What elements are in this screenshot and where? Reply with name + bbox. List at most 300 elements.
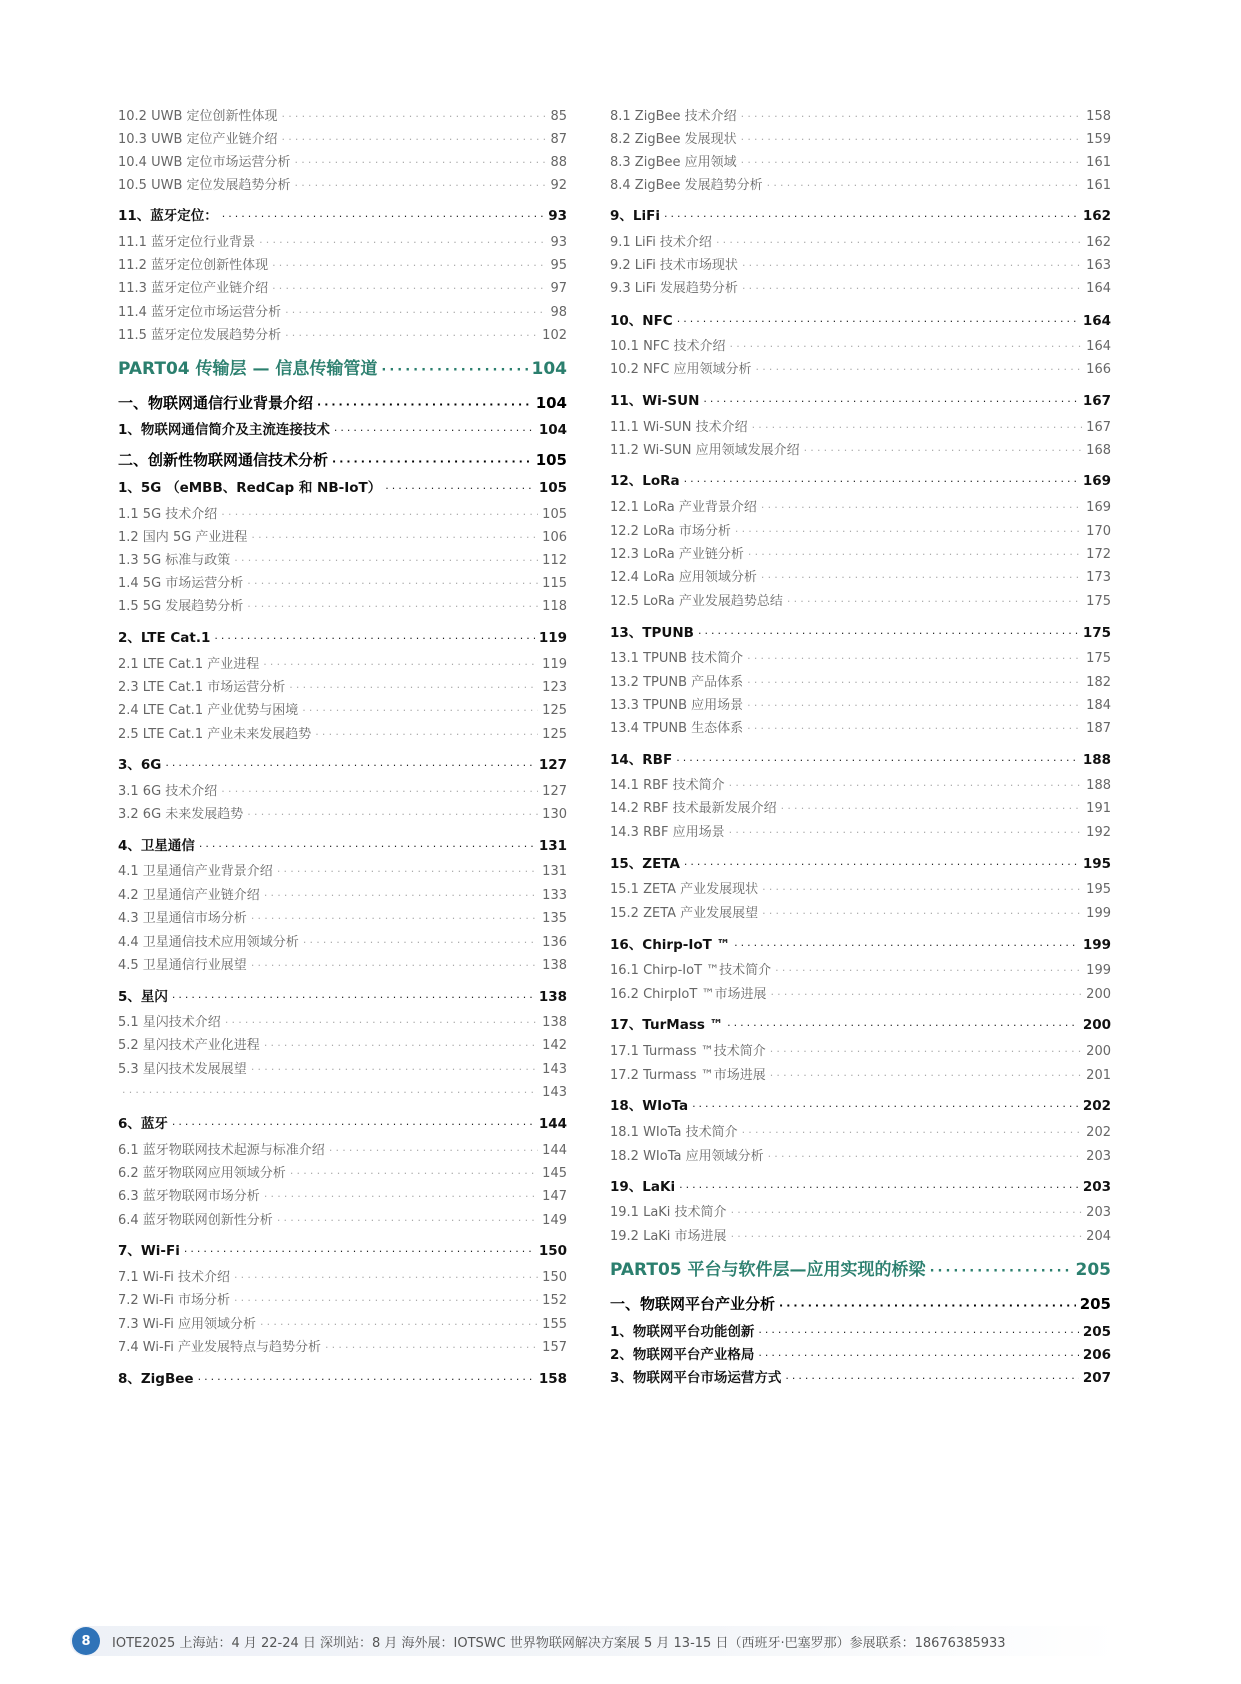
toc-page-number: 206	[1082, 1347, 1111, 1363]
dot-leader	[729, 823, 1083, 843]
toc-page-number: 203	[1082, 1179, 1111, 1195]
toc-entry	[118, 233, 567, 253]
dot-leader	[804, 441, 1083, 461]
dot-leader	[264, 1187, 538, 1207]
toc-page-number: 172	[1086, 547, 1111, 562]
toc-page-number: 166	[1086, 362, 1111, 377]
toc-entry	[610, 673, 1111, 693]
toc-entry-title: 10.2 UWB 定位创新性体现	[118, 109, 278, 124]
dot-leader	[282, 107, 547, 127]
toc-entry-title: 11.2 Wi-SUN 应用领域发展介绍	[610, 443, 800, 458]
page-number-badge: 8	[72, 1627, 100, 1655]
toc-entry	[610, 233, 1111, 253]
toc-entry-title: 11.4 蓝牙定位市场运营分析	[118, 305, 282, 320]
dot-leader	[334, 421, 535, 441]
toc-entry	[118, 933, 567, 953]
toc-entry	[610, 776, 1111, 796]
dot-leader	[716, 233, 1082, 253]
toc-entry-title: 2.1 LTE Cat.1 产业进程	[118, 657, 260, 672]
toc-page-number: 155	[542, 1317, 567, 1332]
toc-entry	[118, 393, 567, 413]
dot-leader	[703, 392, 1078, 412]
toc-entry-title: 18.2 WIoTa 应用领域分析	[610, 1149, 764, 1164]
toc-page-number: 195	[1082, 856, 1111, 872]
toc-page-number: 157	[542, 1340, 567, 1355]
toc-entry-title: 13、TPUNB	[610, 625, 694, 641]
toc-entry-title: 8、ZigBee	[118, 1371, 194, 1387]
dot-leader	[332, 452, 532, 472]
toc-entry-title: 17、TurMass ™	[610, 1017, 724, 1033]
dot-leader	[325, 1338, 538, 1358]
toc-entry-title: 8.3 ZigBee 应用领域	[610, 155, 737, 170]
toc-page-number: 135	[542, 911, 567, 926]
toc-entry	[118, 1338, 567, 1358]
dot-leader	[234, 551, 538, 571]
dot-leader	[247, 574, 538, 594]
toc-page-number: 115	[542, 576, 567, 591]
dot-leader	[742, 279, 1082, 299]
toc-entry	[610, 418, 1111, 438]
toc-entry	[118, 1083, 567, 1103]
toc-entry	[118, 1013, 567, 1033]
dot-leader	[329, 1141, 538, 1161]
toc-page-number: 143	[542, 1085, 567, 1100]
toc-entry	[610, 719, 1111, 739]
toc-page-number: 199	[1086, 963, 1111, 978]
toc-page-number: 118	[542, 599, 567, 614]
toc-entry	[118, 909, 567, 929]
toc-entry-title: 2.3 LTE Cat.1 市场运营分析	[118, 680, 286, 695]
dot-leader	[381, 359, 527, 383]
toc-page-number: 163	[1086, 258, 1111, 273]
toc-entry-title: 2、物联网平台产业格局	[610, 1347, 755, 1363]
toc-entry	[610, 1294, 1111, 1314]
toc-page-number: 147	[542, 1189, 567, 1204]
toc-entry-title: 4、卫星通信	[118, 838, 195, 854]
dot-leader	[251, 1060, 538, 1080]
toc-entry-title: 5.1 星闪技术介绍	[118, 1015, 221, 1030]
toc-entry-title: 3.2 6G 未来发展趋势	[118, 807, 244, 822]
toc-entry	[118, 153, 567, 173]
toc-entry-title: 15、ZETA	[610, 856, 680, 872]
toc-entry	[610, 153, 1111, 173]
toc-page-number: 159	[1086, 132, 1111, 147]
toc-entry	[610, 522, 1111, 542]
dot-leader	[222, 207, 544, 227]
toc-page-number: 130	[542, 807, 567, 822]
dot-leader	[742, 1123, 1083, 1143]
toc-entry	[118, 478, 567, 498]
toc-entry-title: 13.3 TPUNB 应用场景	[610, 698, 744, 713]
dot-leader	[752, 418, 1083, 438]
toc-entry	[610, 176, 1111, 196]
toc-page-number: 127	[538, 757, 567, 773]
toc-entry	[610, 904, 1111, 924]
toc-page-number: 199	[1086, 906, 1111, 921]
toc-entry-title: 11.1 蓝牙定位行业背景	[118, 235, 256, 250]
toc-page-number: 85	[550, 109, 567, 124]
toc-entry	[118, 628, 567, 648]
dot-leader	[770, 985, 1082, 1005]
dot-leader	[225, 1013, 538, 1033]
toc-entry	[610, 880, 1111, 900]
toc-entry-title: 15.2 ZETA 产业发展展望	[610, 906, 759, 921]
dot-leader	[199, 837, 535, 857]
toc-entry	[118, 1114, 567, 1134]
toc-entry-title: 7.3 Wi-Fi 应用领域分析	[118, 1317, 256, 1332]
toc-page-number: 87	[550, 132, 567, 147]
toc-page-number: 98	[550, 305, 567, 320]
toc-part-heading	[610, 1258, 1111, 1282]
dot-leader	[282, 130, 547, 150]
toc-entry	[118, 862, 567, 882]
toc-entry	[610, 498, 1111, 518]
dot-leader	[251, 909, 538, 929]
dot-leader	[762, 904, 1082, 924]
toc-page-number: 123	[542, 680, 567, 695]
dot-leader	[272, 279, 546, 299]
toc-entry	[118, 176, 567, 196]
toc-page-number: 202	[1086, 1125, 1111, 1140]
dot-leader	[184, 1242, 535, 1262]
toc-entry	[610, 1345, 1111, 1365]
dot-leader	[735, 522, 1082, 542]
toc-entry-title: 19、LaKi	[610, 1179, 676, 1195]
toc-entry	[118, 551, 567, 571]
toc-page-number: 202	[1082, 1098, 1111, 1114]
dot-leader	[730, 337, 1083, 357]
toc-page-number: 204	[1086, 1229, 1111, 1244]
toc-entry	[118, 1369, 567, 1389]
toc-entry-title: 1.4 5G 市场运营分析	[118, 576, 244, 591]
toc-page-number: 152	[542, 1293, 567, 1308]
toc-page-number: 205	[1075, 1260, 1111, 1280]
toc-entry-title: 二、创新性物联网通信技术分析	[118, 451, 329, 469]
toc-entry	[610, 1042, 1111, 1062]
toc-entry	[118, 130, 567, 150]
toc-entry-title: 3、6G	[118, 757, 162, 773]
toc-entry	[118, 1291, 567, 1311]
dot-leader	[684, 472, 1079, 492]
toc-entry-title: 9.2 LiFi 技术市场现状	[610, 258, 738, 273]
toc-entry	[610, 961, 1111, 981]
toc-entry	[118, 256, 567, 276]
toc-page-number: 145	[542, 1166, 567, 1181]
toc-page-number: 205	[1079, 1295, 1111, 1313]
dot-leader	[787, 592, 1082, 612]
dot-leader	[742, 256, 1082, 276]
toc-page-number: 158	[1086, 109, 1111, 124]
toc-entry	[610, 985, 1111, 1005]
toc-page-number: 161	[1086, 155, 1111, 170]
toc-page-number: 161	[1086, 178, 1111, 193]
toc-entry-title: 11.2 蓝牙定位创新性体现	[118, 258, 269, 273]
toc-entry	[610, 391, 1111, 411]
toc-entry-title: 12、LoRa	[610, 473, 680, 489]
dot-leader	[302, 701, 538, 721]
toc-entry-title: 一、物联网通信行业背景介绍	[118, 394, 314, 412]
toc-entry	[118, 755, 567, 775]
dot-leader	[290, 1164, 538, 1184]
dot-leader	[758, 1323, 1078, 1343]
toc-entry-title: 6.1 蓝牙物联网技术起源与标准介绍	[118, 1143, 325, 1158]
toc-page-number: 144	[538, 1116, 567, 1132]
toc-entry-title: 12.2 LoRa 市场分析	[610, 524, 731, 539]
toc-entry-title: 1、物联网通信简介及主流连接技术	[118, 422, 330, 438]
toc-entry-title: 5.2 星闪技术产业化进程	[118, 1038, 260, 1053]
toc-entry	[118, 1315, 567, 1335]
toc-page-number: 182	[1086, 675, 1111, 690]
dot-leader	[785, 1369, 1078, 1389]
toc-entry	[610, 1147, 1111, 1167]
toc-entry-title: 10.2 NFC 应用领域分析	[610, 362, 752, 377]
toc-entry	[118, 303, 567, 323]
toc-page-number: 205	[1082, 1324, 1111, 1340]
toc-entry-title: 一、物联网平台产业分析	[610, 1295, 776, 1313]
toc-entry	[610, 935, 1111, 955]
dot-leader	[747, 696, 1082, 716]
toc-entry-title: 12.1 LoRa 产业背景介绍	[610, 500, 757, 515]
footer-exhibition-info: IOTE2025 上海站：4 月 22-24 日 深圳站：8 月 海外展：IOTSWC 世界物联网解决方案展 5 月 13-15 日（西班牙·巴塞罗那）参展联系：18676385933	[112, 1635, 1006, 1651]
toc-entry	[610, 568, 1111, 588]
dot-leader	[692, 1097, 1079, 1117]
toc-page-number: 136	[542, 935, 567, 950]
toc-page-number: 125	[542, 727, 567, 742]
toc-entry-title: 16.1 Chirp-IoT ™技术简介	[610, 963, 772, 978]
toc-entry-title: 4.4 卫星通信技术应用领域分析	[118, 935, 299, 950]
dot-leader	[758, 1346, 1078, 1366]
toc-entry-title: 4.1 卫星通信产业背景介绍	[118, 864, 273, 879]
dot-leader	[747, 649, 1082, 669]
toc-entry-title: 11、蓝牙定位：	[118, 208, 218, 224]
toc-entry	[610, 107, 1111, 127]
toc-entry	[118, 574, 567, 594]
dot-leader	[264, 886, 538, 906]
dot-leader	[198, 1370, 535, 1390]
toc-entry-title: 7.4 Wi-Fi 产业发展特点与趋势分析	[118, 1340, 321, 1355]
toc-entry	[118, 206, 567, 226]
toc-page-number: 200	[1082, 1017, 1111, 1033]
toc-entry-title: 11、Wi-SUN	[610, 393, 700, 409]
toc-page-number: 187	[1086, 721, 1111, 736]
toc-page-number: 175	[1082, 625, 1111, 641]
toc-page-number: 201	[1086, 1068, 1111, 1083]
toc-entry	[118, 655, 567, 675]
toc-entry-title: 8.1 ZigBee 技术介绍	[610, 109, 737, 124]
toc-page-number: 188	[1086, 778, 1111, 793]
dot-leader	[247, 597, 538, 617]
toc-entry	[610, 1368, 1111, 1388]
toc-entry-title: 12.3 LoRa 产业链分析	[610, 547, 744, 562]
toc-entry	[118, 1141, 567, 1161]
toc-entry-title: 1.1 5G 技术介绍	[118, 507, 218, 522]
dot-leader	[251, 956, 538, 976]
toc-entry	[610, 337, 1111, 357]
toc-page-number: 175	[1086, 594, 1111, 609]
toc-entry-title: 2、LTE Cat.1	[118, 630, 211, 646]
toc-entry-title: 17.2 Turmass ™市场进展	[610, 1068, 766, 1083]
toc-page-number: 131	[542, 864, 567, 879]
toc-entry	[610, 1177, 1111, 1197]
toc-entry-title: 1.2 国内 5G 产业进程	[118, 530, 248, 545]
toc-page-number: 169	[1086, 500, 1111, 515]
toc-page-number: 138	[542, 1015, 567, 1030]
toc-page-number: 195	[1086, 882, 1111, 897]
dot-leader	[165, 756, 534, 776]
toc-entry	[118, 1060, 567, 1080]
toc-page-number: 97	[550, 281, 567, 296]
dot-leader	[277, 862, 538, 882]
toc-entry	[118, 420, 567, 440]
toc-entry-title: 6.2 蓝牙物联网应用领域分析	[118, 1166, 286, 1181]
toc-entry-title: 10.1 NFC 技术介绍	[610, 339, 726, 354]
toc-entry-title: 2.4 LTE Cat.1 产业优势与困境	[118, 703, 299, 718]
dot-leader	[172, 988, 535, 1008]
toc-page-number: 112	[542, 553, 567, 568]
toc-page-number: 105	[538, 480, 567, 496]
toc-entry	[610, 592, 1111, 612]
toc-page-number: 144	[542, 1143, 567, 1158]
toc-entry	[118, 279, 567, 299]
dot-leader	[741, 107, 1083, 127]
toc-page-number: 104	[535, 394, 567, 412]
toc-entry-title: 15.1 ZETA 产业发展现状	[610, 882, 759, 897]
dot-leader	[698, 624, 1079, 644]
toc-page-number: 169	[1082, 473, 1111, 489]
toc-entry	[610, 799, 1111, 819]
dot-leader	[221, 505, 538, 525]
dot-leader	[770, 1042, 1082, 1062]
toc-entry-title: 1、物联网平台功能创新	[610, 1324, 755, 1340]
dot-leader	[263, 655, 538, 675]
toc-entry	[118, 701, 567, 721]
toc-page-number: 104	[531, 359, 567, 379]
dot-leader	[272, 256, 546, 276]
toc-entry	[118, 528, 567, 548]
toc-entry	[118, 326, 567, 346]
toc-entry-title: PART05 平台与软件层—应用实现的桥梁	[610, 1260, 926, 1280]
dot-leader	[741, 153, 1083, 173]
dot-leader	[172, 1115, 535, 1135]
toc-entry-title: 8.4 ZigBee 发展趋势分析	[610, 178, 763, 193]
toc-page-number: 133	[542, 888, 567, 903]
toc-page-number: 158	[538, 1371, 567, 1387]
toc-page-number: 119	[538, 630, 567, 646]
toc-page-number: 95	[550, 258, 567, 273]
toc-page-number: 127	[542, 784, 567, 799]
toc-entry-title: 12.5 LoRa 产业发展趋势总结	[610, 594, 783, 609]
toc-entry-title: 11.5 蓝牙定位发展趋势分析	[118, 328, 282, 343]
toc-entry-title: 11.3 蓝牙定位产业链介绍	[118, 281, 269, 296]
dot-leader	[768, 1147, 1083, 1167]
toc-page-number: 173	[1086, 570, 1111, 585]
dot-leader	[731, 1227, 1083, 1247]
toc-page-number: 93	[548, 208, 567, 224]
toc-page-number: 164	[1086, 339, 1111, 354]
toc-entry	[610, 823, 1111, 843]
toc-entry-title: 10、NFC	[610, 313, 673, 329]
toc-page-number: 168	[1086, 443, 1111, 458]
toc-page-number: 150	[538, 1243, 567, 1259]
toc-entry	[610, 471, 1111, 491]
toc-page-number: 142	[542, 1038, 567, 1053]
toc-page-number: 167	[1086, 420, 1111, 435]
toc-entry	[118, 597, 567, 617]
toc-page-number: 104	[538, 422, 567, 438]
toc-entry	[118, 1241, 567, 1261]
toc-page-number: 92	[550, 178, 567, 193]
dot-leader	[747, 673, 1082, 693]
toc-entry	[610, 750, 1111, 770]
toc-entry-title: 1.3 5G 标准与政策	[118, 553, 231, 568]
dot-leader	[122, 1083, 538, 1103]
dot-leader	[761, 498, 1082, 518]
toc-entry	[610, 1227, 1111, 1247]
toc-entry-title: 6、蓝牙	[118, 1116, 168, 1132]
toc-entry-title: 4.5 卫星通信行业展望	[118, 958, 247, 973]
dot-leader	[676, 751, 1079, 771]
dot-leader	[317, 395, 532, 415]
dot-leader	[756, 360, 1083, 380]
toc-entry-title: 16.2 ChirpIoT ™市场进展	[610, 987, 767, 1002]
toc-entry-title: 19.2 LaKi 市场进展	[610, 1229, 727, 1244]
toc-entry	[118, 450, 567, 470]
toc-entry	[610, 623, 1111, 643]
dot-leader	[748, 545, 1082, 565]
toc-entry-title: 19.1 LaKi 技术简介	[610, 1205, 727, 1220]
toc-entry-title: 14、RBF	[610, 752, 673, 768]
toc-entry	[118, 725, 567, 745]
toc-page-number: 105	[542, 507, 567, 522]
dot-leader	[285, 326, 538, 346]
toc-entry-title: 8.2 ZigBee 发展现状	[610, 132, 737, 147]
dot-leader	[664, 207, 1079, 227]
toc-entry	[610, 279, 1111, 299]
toc-entry	[118, 1268, 567, 1288]
toc-entry-title: 14.3 RBF 应用场景	[610, 825, 725, 840]
dot-leader	[315, 725, 538, 745]
dot-leader	[781, 799, 1083, 819]
toc-page-number: 188	[1082, 752, 1111, 768]
dot-leader	[295, 176, 547, 196]
toc-page-number: 162	[1086, 235, 1111, 250]
toc-entry-title: 7.1 Wi-Fi 技术介绍	[118, 1270, 230, 1285]
toc-page-number: 164	[1086, 281, 1111, 296]
toc-entry-title: 10.5 UWB 定位发展趋势分析	[118, 178, 291, 193]
dot-leader	[729, 776, 1083, 796]
toc-entry	[610, 206, 1111, 226]
toc-entry	[610, 130, 1111, 150]
toc-entry	[610, 441, 1111, 461]
toc-entry	[118, 1164, 567, 1184]
dot-leader	[295, 153, 547, 173]
toc-entry	[610, 360, 1111, 380]
toc-entry	[118, 836, 567, 856]
dot-leader	[303, 933, 538, 953]
toc-page-number: 150	[542, 1270, 567, 1285]
toc-entry-title: 3、物联网平台市场运营方式	[610, 1370, 782, 1386]
toc-entry-title: 9.3 LiFi 发展趋势分析	[610, 281, 738, 296]
dot-leader	[264, 1036, 538, 1056]
dot-leader	[289, 678, 538, 698]
toc-entry-title: 6.4 蓝牙物联网创新性分析	[118, 1213, 273, 1228]
toc-entry-title: 10.3 UWB 定位产业链介绍	[118, 132, 278, 147]
toc-page-number: 184	[1086, 698, 1111, 713]
dot-leader	[221, 782, 538, 802]
dot-leader	[385, 479, 535, 499]
dot-leader	[761, 568, 1082, 588]
toc-page-number: 164	[1082, 313, 1111, 329]
